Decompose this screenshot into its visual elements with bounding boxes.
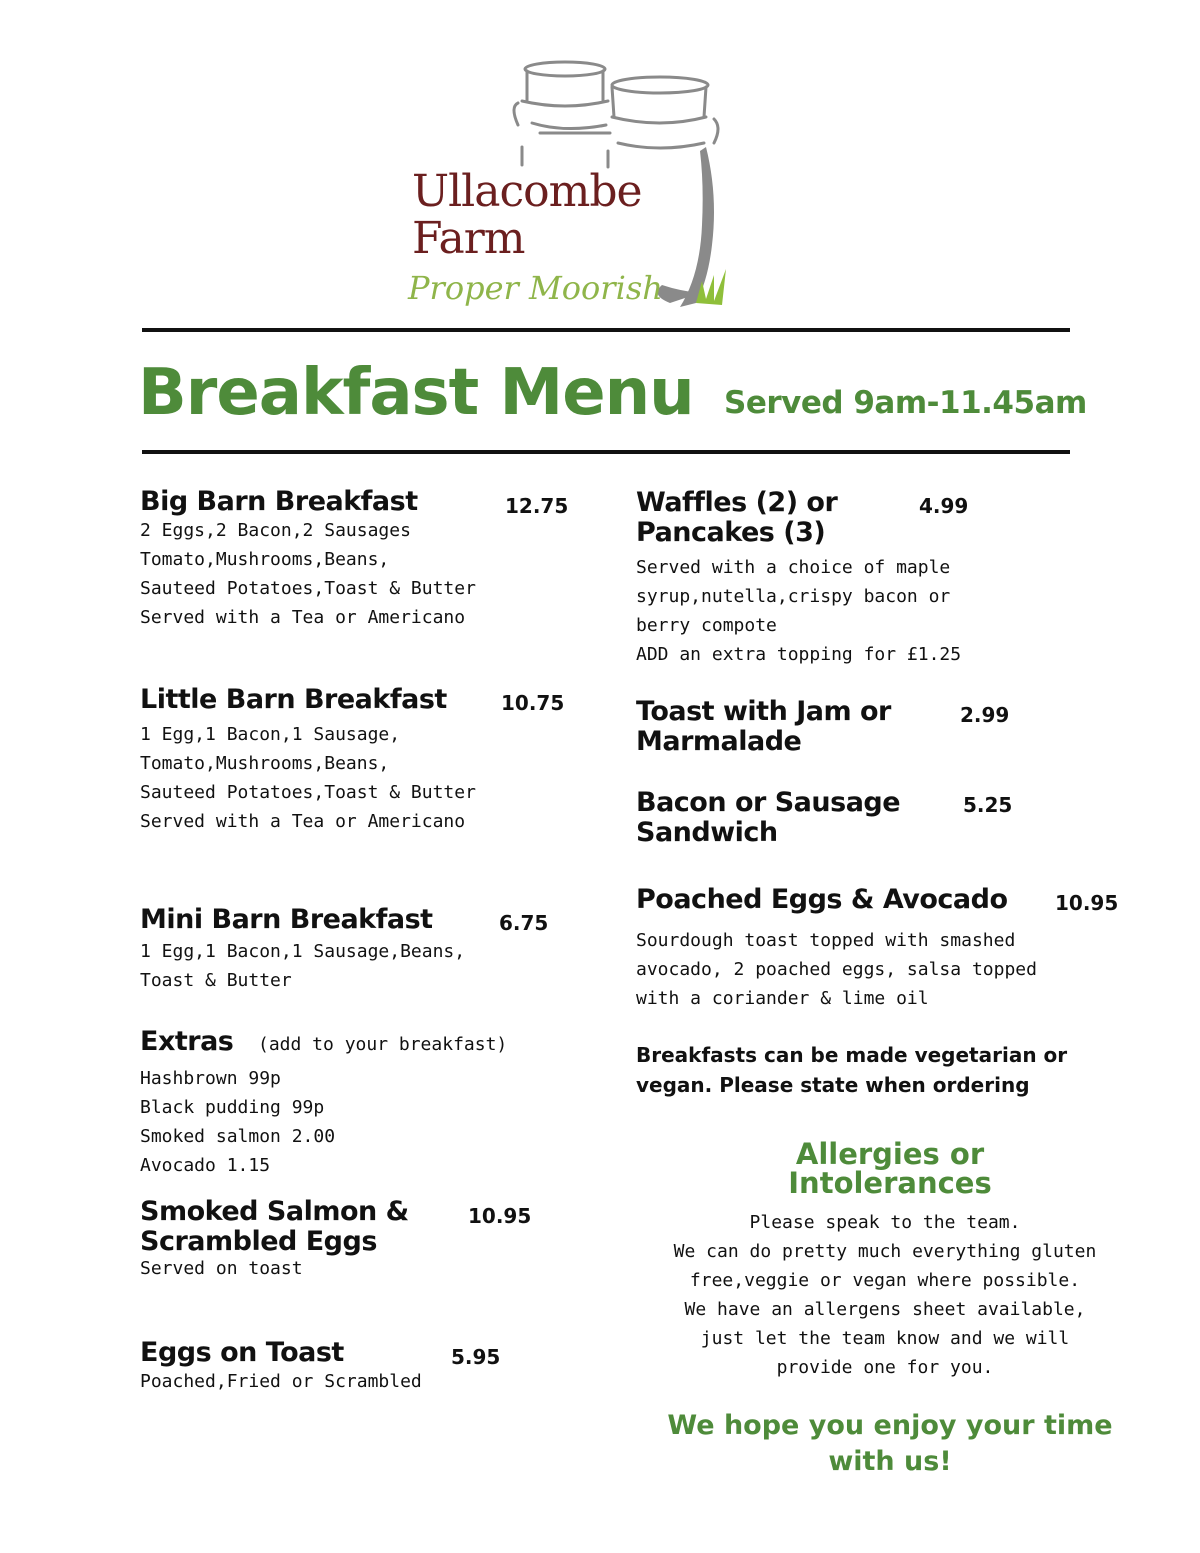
item-sandwich-price: 5.25 bbox=[963, 793, 1013, 817]
item-waffles-price: 4.99 bbox=[919, 494, 969, 518]
item-toast-name-line1: Toast with Jam or bbox=[636, 696, 891, 727]
allergies-heading-line: Allergies or bbox=[795, 1137, 985, 1171]
closing-message bbox=[660, 1408, 1120, 1480]
description-line: 1 Egg,1 Bacon,1 Sausage, bbox=[140, 724, 401, 745]
list-item: Avocado 1.15 bbox=[140, 1155, 271, 1176]
dietary-note-line: vegan. Please state when ordering bbox=[636, 1073, 1030, 1097]
list-item: Smoked salmon 2.00 bbox=[140, 1126, 336, 1147]
item-eggs-toast-price: 5.95 bbox=[451, 1345, 501, 1369]
description-line: Served with a Tea or Americano bbox=[140, 607, 466, 628]
allergies-line: free,veggie or vegan where possible. bbox=[689, 1270, 1081, 1291]
description-line: 1 Egg,1 Bacon,1 Sausage,Beans, bbox=[140, 941, 466, 962]
bottom-divider bbox=[142, 450, 1070, 454]
allergies-heading-line: Intolerances bbox=[788, 1166, 992, 1200]
item-sandwich-name-line1: Bacon or Sausage bbox=[636, 787, 901, 818]
item-big-barn-price: 12.75 bbox=[505, 494, 569, 518]
dietary-note bbox=[636, 1040, 1067, 1100]
logo-name-line2: Farm bbox=[412, 213, 525, 264]
allergies-text bbox=[640, 1208, 1130, 1382]
allergies-line: Please speak to the team. bbox=[749, 1212, 1021, 1233]
item-big-barn-description bbox=[140, 516, 476, 632]
description-line: Sauteed Potatoes,Toast & Butter bbox=[140, 578, 476, 599]
item-waffles-description bbox=[636, 553, 961, 669]
item-little-barn-description bbox=[140, 720, 476, 836]
description-line: Toast & Butter bbox=[140, 970, 292, 991]
item-toast-name-line2: Marmalade bbox=[636, 726, 802, 757]
farm-logo bbox=[400, 55, 740, 315]
description-line: 2 Eggs,2 Bacon,2 Sausages bbox=[140, 520, 411, 541]
allergies-line: provide one for you. bbox=[776, 1357, 994, 1378]
extras-subheading: (add to your breakfast) bbox=[258, 1034, 508, 1055]
item-poached-price: 10.95 bbox=[1055, 891, 1119, 915]
dietary-note-line: Breakfasts can be made vegetarian or bbox=[636, 1043, 1068, 1067]
logo-tagline: Proper Moorish bbox=[408, 269, 663, 307]
extras-heading: Extras bbox=[140, 1026, 234, 1057]
description-line: Sourdough toast topped with smashed bbox=[636, 930, 1016, 951]
description-line: avocado, 2 poached eggs, salsa topped bbox=[636, 959, 1037, 980]
item-eggs-toast-name: Eggs on Toast bbox=[140, 1337, 344, 1368]
closing-line: We hope you enjoy your time bbox=[667, 1410, 1113, 1441]
item-little-barn-name: Little Barn Breakfast bbox=[140, 684, 447, 715]
description-line: syrup,nutella,crispy bacon or bbox=[636, 586, 951, 607]
closing-line: with us! bbox=[828, 1446, 952, 1477]
logo-name-line1: Ullacombe bbox=[412, 166, 642, 217]
description-line: Served with a Tea or Americano bbox=[140, 811, 466, 832]
item-mini-barn-description bbox=[140, 937, 465, 995]
description-line: Tomato,Mushrooms,Beans, bbox=[140, 753, 390, 774]
item-salmon-description: Served on toast bbox=[140, 1258, 303, 1279]
list-item: Hashbrown 99p bbox=[140, 1068, 281, 1089]
item-mini-barn-name: Mini Barn Breakfast bbox=[140, 904, 433, 935]
item-salmon-price: 10.95 bbox=[468, 1204, 532, 1228]
item-eggs-toast-description: Poached,Fried or Scrambled bbox=[140, 1371, 422, 1392]
item-poached-description bbox=[636, 926, 1037, 1013]
item-poached-name: Poached Eggs & Avocado bbox=[636, 884, 1008, 915]
item-little-barn-price: 10.75 bbox=[501, 691, 565, 715]
allergies-heading bbox=[660, 1137, 1120, 1200]
serving-hours: Served 9am-11.45am bbox=[724, 385, 1087, 421]
allergies-line: We can do pretty much everything gluten bbox=[673, 1241, 1097, 1262]
item-waffles-name-line2: Pancakes (3) bbox=[636, 517, 826, 548]
list-item: Black pudding 99p bbox=[140, 1097, 325, 1118]
item-salmon-name-line1: Smoked Salmon & bbox=[140, 1196, 409, 1227]
item-toast-price: 2.99 bbox=[960, 703, 1010, 727]
extras-list bbox=[140, 1064, 335, 1180]
item-salmon-name-line2: Scrambled Eggs bbox=[140, 1226, 377, 1257]
page-title: Breakfast Menu bbox=[138, 356, 694, 430]
item-sandwich-name-line2: Sandwich bbox=[636, 817, 778, 848]
item-waffles-name-line1: Waffles (2) or bbox=[636, 487, 838, 518]
description-line: berry compote bbox=[636, 615, 777, 636]
item-big-barn-name: Big Barn Breakfast bbox=[140, 486, 418, 517]
description-line: Served with a choice of maple bbox=[636, 557, 951, 578]
item-mini-barn-price: 6.75 bbox=[499, 911, 549, 935]
description-line: ADD an extra topping for £1.25 bbox=[636, 644, 962, 665]
description-line: Tomato,Mushrooms,Beans, bbox=[140, 549, 390, 570]
top-divider bbox=[142, 328, 1070, 332]
description-line: with a coriander & lime oil bbox=[636, 988, 929, 1009]
allergies-line: just let the team know and we will bbox=[700, 1328, 1070, 1349]
allergies-line: We have an allergens sheet available, bbox=[684, 1299, 1086, 1320]
description-line: Sauteed Potatoes,Toast & Butter bbox=[140, 782, 476, 803]
